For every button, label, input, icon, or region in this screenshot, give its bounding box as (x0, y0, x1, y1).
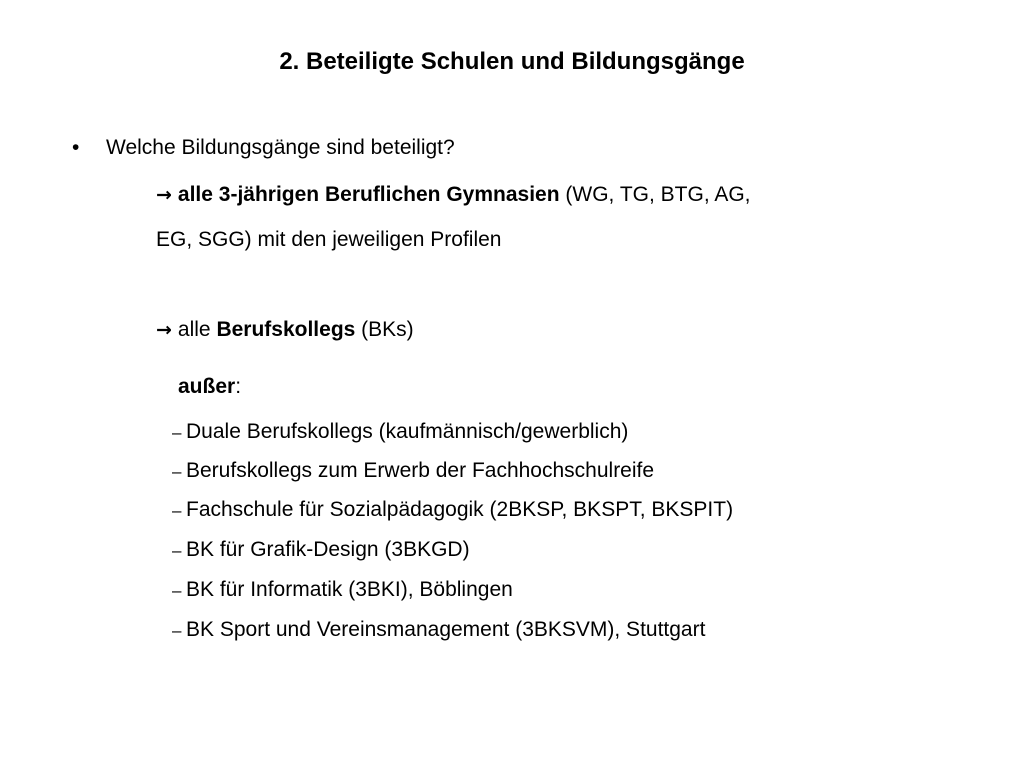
berufskollegs-pre: alle (177, 318, 217, 341)
exception-text: Fachschule für Sozialpädagogik (2BKSP, BKSPT, BKSPIT) (186, 498, 734, 521)
gymnasien-line (156, 183, 751, 207)
exception-item (172, 578, 513, 602)
gymnasien-bold: alle 3-jährigen Beruflichen Gymnasien (177, 183, 560, 206)
arrow-right-icon: → (156, 184, 172, 206)
berufskollegs-rest: (BKs) (355, 318, 414, 341)
exception-text: BK für Grafik-Design (3BKGD) (186, 538, 470, 561)
exception-text: Duale Berufskollegs (kaufmännisch/gewerblich) (186, 420, 629, 443)
dash-icon: – (172, 462, 182, 481)
ausser-bold: außer (178, 375, 236, 398)
exception-item (172, 459, 654, 483)
berufskollegs-line (156, 318, 414, 342)
gymnasien-line-2: EG, SGG) mit den jeweiligen Profilen (156, 228, 502, 251)
bullet-question-text: Welche Bildungsgänge sind beteiligt? (106, 136, 455, 159)
bullet-dot-icon: • (72, 136, 80, 159)
ausser-heading (178, 375, 241, 399)
arrow-right-icon: → (156, 319, 172, 341)
gymnasien-rest: (WG, TG, BTG, AG, (559, 183, 751, 206)
ausser-colon: : (235, 375, 242, 398)
slide-title: 2. Beteiligte Schulen und Bildungsgänge (279, 48, 745, 75)
exception-text: Berufskollegs zum Erwerb der Fachhochschulreife (186, 459, 655, 482)
exception-item (172, 538, 470, 562)
dash-icon: – (172, 423, 182, 442)
exception-text: BK für Informatik (3BKI), Böblingen (186, 578, 513, 601)
dash-icon: – (172, 621, 182, 640)
dash-icon: – (172, 581, 182, 600)
exception-item (172, 618, 705, 642)
exception-item (172, 498, 733, 522)
exception-item (172, 420, 628, 444)
bullet-question (72, 136, 455, 160)
exception-text: BK Sport und Vereinsmanagement (3BKSVM), Stuttgart (186, 618, 706, 641)
dash-icon: – (172, 541, 182, 560)
berufskollegs-bold: Berufskollegs (216, 318, 356, 341)
dash-icon: – (172, 501, 182, 520)
